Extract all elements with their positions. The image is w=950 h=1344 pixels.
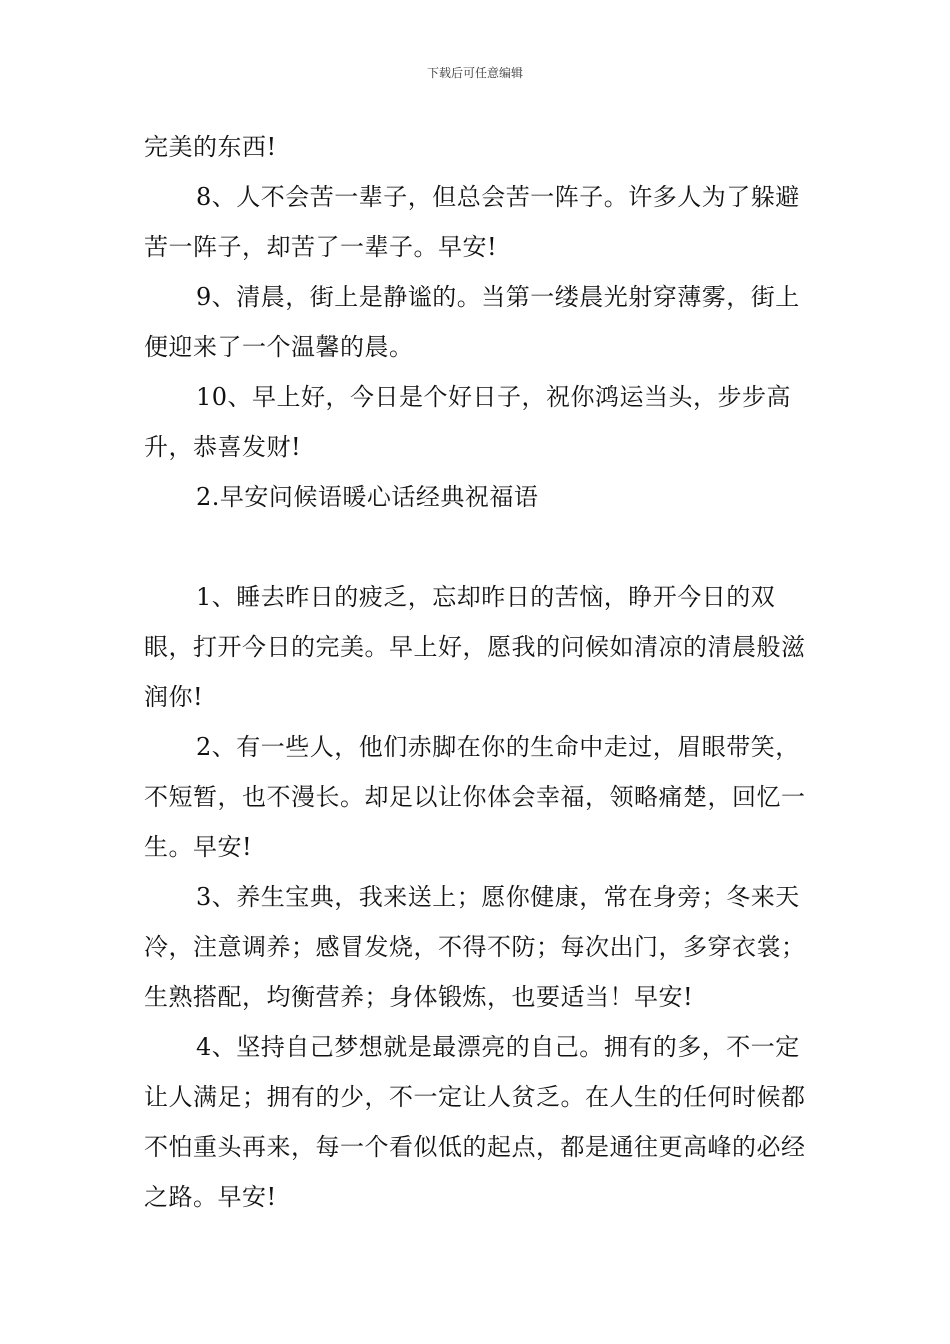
paragraph-item-4: 4、坚持自己梦想就是最漂亮的自己。拥有的多，不一定让人满足；拥有的少，不一定让人贫乏。在人生的任何时候都不怕重头再来，每一个看似低的起点，都是通往更高峰的必经之路。早安! [144, 1033, 806, 1211]
paragraph-item-8: 8、人不会苦一辈子，但总会苦一阵子。许多人为了躲避苦一阵子，却苦了一辈子。早安! [144, 183, 800, 261]
document-body [144, 122, 820, 1222]
paragraph-item-10: 10、早上好，今日是个好日子，祝你鸿运当头，步步高升，恭喜发财! [144, 383, 792, 461]
paragraph-item-1: 1、睡去昨日的疲乏，忘却昨日的苦恼，睁开今日的双眼，打开今日的完美。早上好，愿我的问候如清凉的清晨般滋润你! [144, 583, 806, 711]
page-header: 下载后可任意编辑 [426, 66, 523, 80]
paragraph-continuation: 完美的东西! [144, 133, 277, 161]
section-heading: 2.早安问候语暖心话经典祝福语 [196, 483, 539, 511]
paragraph-item-2: 2、有一些人，他们赤脚在你的生命中走过，眉眼带笑，不短暂，也不漫长。却足以让你体会幸福，领略痛楚，回忆一生。早安! [144, 733, 806, 861]
paragraph-item-3: 3、养生宝典，我来送上；愿你健康，常在身旁；冬来天冷，注意调养；感冒发烧，不得不防；每次出门，多穿衣裳；生熟搭配，均衡营养；身体锻炼，也要适当！早安! [144, 883, 806, 1011]
paragraph-item-9: 9、清晨，街上是静谧的。当第一缕晨光射穿薄雾，街上便迎来了一个温馨的晨。 [144, 283, 800, 361]
